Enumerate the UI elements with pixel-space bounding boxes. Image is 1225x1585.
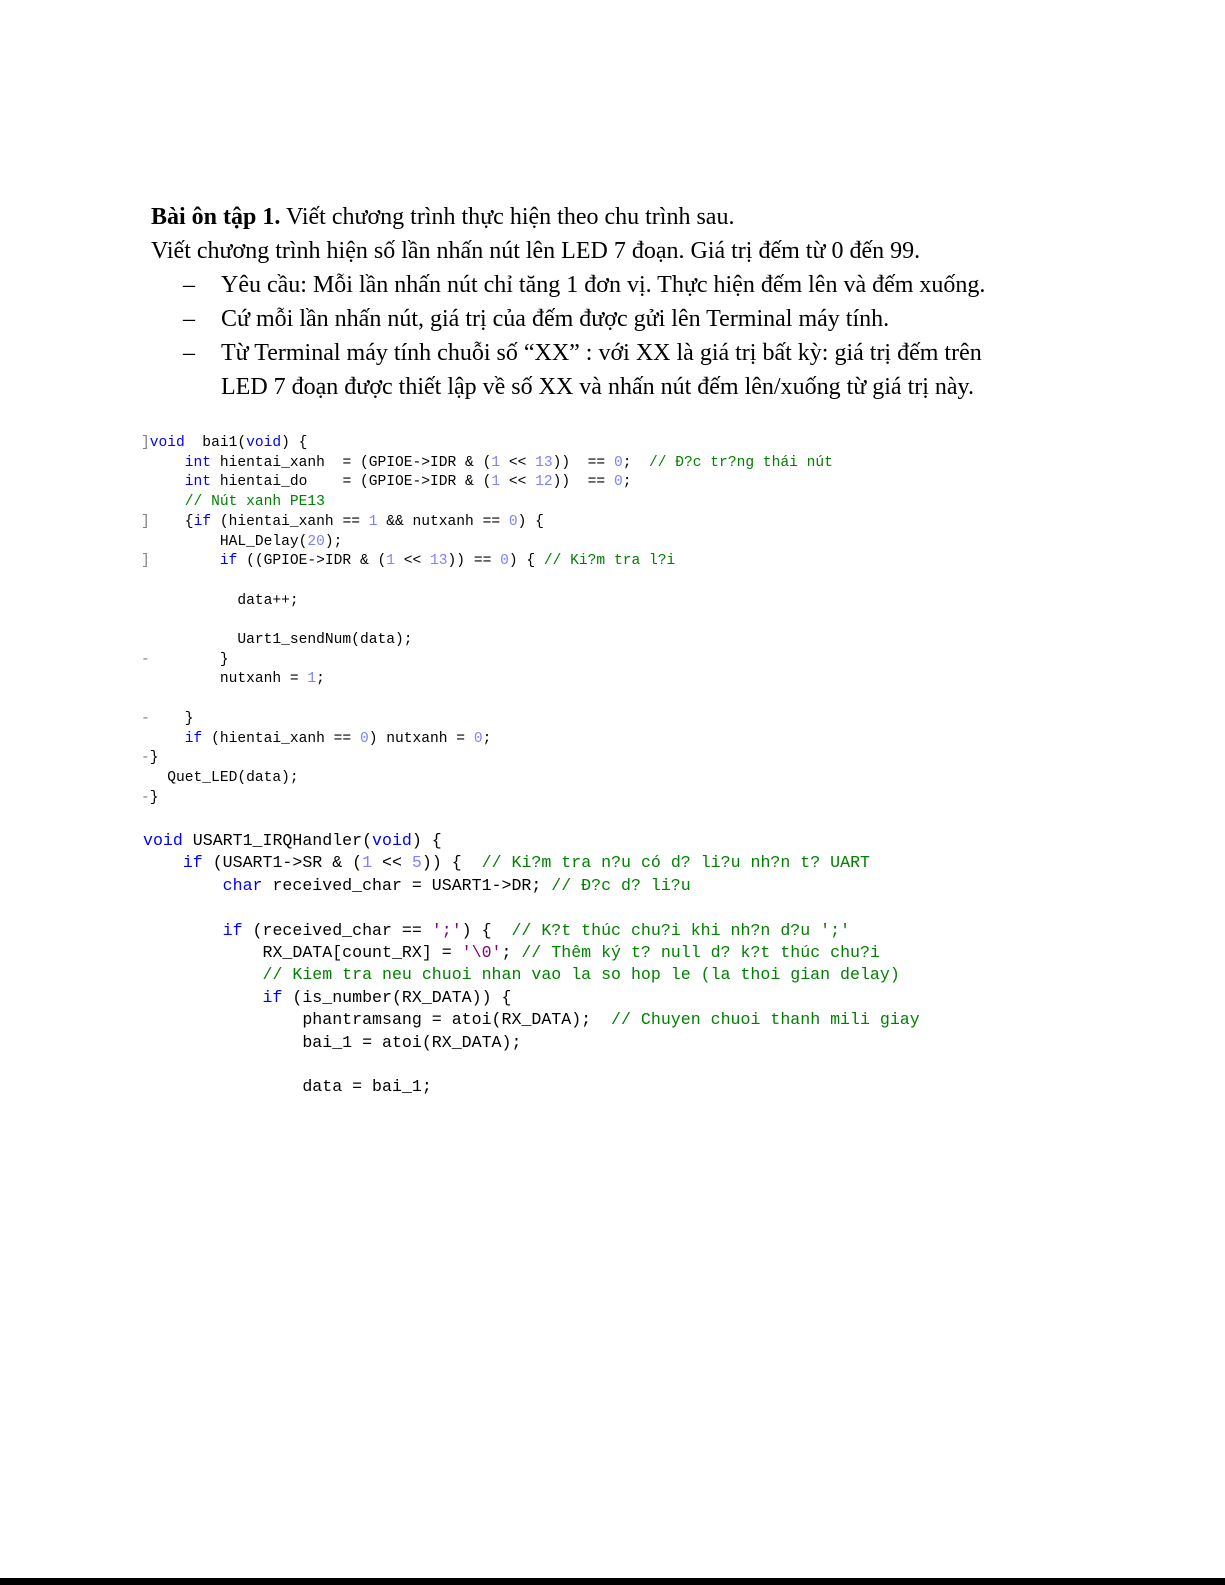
code-token: 12 — [535, 474, 553, 491]
code-token: 20 — [307, 533, 325, 550]
code-token: ) { — [411, 831, 442, 850]
code-token: // Nút xanh PE13 — [184, 494, 325, 511]
exercise-title — [151, 200, 1051, 234]
code-token: if — [222, 920, 243, 940]
code-token: ) { — [281, 435, 308, 451]
code-token: << — [500, 474, 536, 491]
code-line — [141, 749, 833, 769]
code-token: { — [149, 513, 194, 530]
code-token: (hientai_xanh == — [202, 730, 360, 747]
code-token: if — [219, 553, 238, 570]
code-token: } — [149, 789, 159, 806]
code-token: RX_DATA[count_RX] = — [143, 943, 462, 963]
code-line — [143, 964, 920, 986]
code-token — [141, 731, 185, 747]
code-token: char — [222, 875, 263, 895]
code-token: Quet_LED(data); — [141, 769, 299, 786]
code-token — [143, 876, 223, 895]
code-token: ); — [324, 533, 343, 550]
code-token — [143, 921, 223, 940]
code-token: 1 — [362, 853, 373, 873]
code-token: ; — [501, 943, 522, 963]
code-token: // Đ?c tr?ng thái nút — [649, 454, 833, 471]
code-line — [141, 592, 833, 612]
code-token: // Chuyen chuoi thanh mili giay — [611, 1010, 920, 1030]
code-token: HAL_Delay( — [141, 533, 308, 550]
code-token: ';' — [431, 920, 462, 940]
code-token — [143, 853, 183, 872]
code-token: )) == — [447, 553, 501, 570]
code-token: 5 — [411, 853, 422, 873]
code-token — [143, 988, 263, 1007]
code-token: ((GPIOE->IDR & ( — [237, 553, 387, 570]
code-token: )) { — [421, 853, 482, 873]
code-token: nutxanh = — [141, 671, 308, 688]
code-token: USART1_IRQHandler( — [182, 831, 373, 850]
code-token: // K?t thúc chu?i khi nh?n d?u ';' — [511, 920, 851, 940]
code-token: } — [149, 710, 194, 727]
code-token — [141, 494, 185, 510]
code-token: if — [262, 987, 283, 1007]
code-token: hientai_do = (GPIOE->IDR & ( — [211, 474, 492, 491]
code-token: void — [143, 831, 183, 850]
code-token: ) { — [517, 513, 544, 530]
code-token: if — [182, 853, 203, 873]
code-token: ) { — [508, 553, 544, 570]
code-snippet-bai1 — [141, 434, 833, 808]
code-token: - — [141, 750, 150, 767]
list-item — [151, 302, 1051, 336]
code-line — [143, 987, 920, 1009]
code-token: 0 — [508, 513, 518, 530]
code-token: hientai_xanh = (GPIOE->IDR & ( — [211, 454, 492, 471]
code-line — [143, 897, 920, 919]
exercise-description: Viết chương trình hiện số lần nhấn nút lên LED 7 đoạn. Giá trị đếm từ 0 đến 99. — [151, 238, 921, 264]
code-token: } — [149, 750, 159, 767]
list-item-text-continued: LED 7 đoạn được thiết lập về số XX và nhấn nút đếm lên/xuống từ giá trị này. — [221, 374, 974, 400]
code-line — [141, 710, 833, 730]
code-token: 1 — [368, 513, 378, 530]
code-token: // Đ?c d? li?u — [551, 875, 691, 895]
code-token: // Ki?m tra n?u có d? li?u nh?n t? UART — [481, 853, 870, 873]
code-snippet-usart-handler — [143, 830, 920, 1099]
code-token: data = bai_1; — [143, 1077, 432, 1097]
bullet-dash: – — [183, 306, 195, 332]
code-token: ; — [316, 671, 325, 688]
code-token: received_char = USART1->DR; — [262, 875, 552, 895]
code-line — [143, 920, 920, 942]
code-line — [141, 690, 833, 710]
code-token — [141, 474, 185, 490]
code-token: int — [184, 474, 212, 491]
code-token: void — [246, 435, 282, 451]
code-token — [141, 455, 185, 471]
code-token: // Thêm ký t? null d? k?t thúc chu?i — [521, 943, 880, 963]
code-line — [143, 1076, 920, 1098]
code-line — [143, 1054, 920, 1076]
code-token: void — [149, 435, 185, 451]
code-token — [150, 553, 220, 569]
code-token: data++; — [141, 592, 299, 609]
code-token — [143, 965, 263, 984]
code-token: 0 — [359, 730, 369, 747]
code-token: ) nutxanh = — [368, 730, 474, 747]
code-line — [141, 552, 833, 572]
code-token: if — [184, 730, 203, 747]
code-token: 0 — [613, 454, 623, 471]
code-token: 1 — [307, 671, 317, 688]
exercise-title-bold: Bài ôn tập 1. — [151, 204, 281, 230]
code-token: } — [149, 651, 229, 668]
code-line — [143, 852, 920, 874]
code-token: - — [141, 710, 150, 727]
code-token: void — [372, 831, 412, 850]
code-line — [141, 454, 833, 474]
code-line — [141, 434, 833, 454]
code-token: ] — [141, 513, 150, 530]
code-token: phantramsang = atoi(RX_DATA); — [143, 1010, 612, 1030]
code-token: Uart1_sendNum(data); — [141, 632, 413, 649]
code-line — [141, 493, 833, 513]
code-token: ; — [622, 474, 632, 491]
code-token: ; — [622, 454, 649, 471]
code-token: )) == — [552, 474, 614, 491]
list-item — [151, 268, 1051, 302]
list-item-text: Cứ mỗi lần nhấn nút, giá trị của đếm được gửi lên Terminal máy tính. — [221, 306, 890, 332]
bullet-dash: – — [183, 272, 195, 298]
bottom-border — [0, 1578, 1225, 1585]
code-line — [141, 473, 833, 493]
code-token: '\0' — [461, 943, 502, 963]
exercise-title-rest: Viết chương trình thực hiện theo chu trình sau. — [280, 204, 735, 230]
list-item-text: Yêu cầu: Mỗi lần nhấn nút chỉ tăng 1 đơn vị. Thực hiện đếm lên và đếm xuống. — [221, 272, 986, 298]
code-token: ; — [482, 730, 492, 747]
code-token: - — [141, 651, 150, 668]
code-token: (USART1->SR & ( — [202, 853, 363, 873]
code-line — [141, 631, 833, 651]
code-token: )) == — [552, 454, 614, 471]
code-line — [141, 611, 833, 631]
code-line — [143, 875, 920, 897]
code-line — [143, 1032, 920, 1054]
code-token: 0 — [500, 553, 509, 570]
code-token: 1 — [491, 454, 501, 471]
code-line — [141, 651, 833, 671]
code-line — [141, 513, 833, 533]
code-token: - — [141, 789, 150, 806]
code-line — [143, 830, 920, 852]
code-line — [141, 789, 833, 809]
code-token: // Kiem tra neu chuoi nhan vao la so hop le (la thoi gian delay) — [262, 965, 900, 985]
code-token: int — [184, 454, 212, 471]
requirements-list — [151, 268, 1051, 404]
code-line — [141, 730, 833, 750]
code-token: << — [372, 853, 412, 873]
code-token: ) { — [461, 920, 512, 940]
code-token: 1 — [491, 474, 501, 491]
code-line — [141, 769, 833, 789]
code-token: (hientai_xanh == — [211, 513, 369, 530]
list-item — [151, 336, 1051, 404]
code-token: 0 — [613, 474, 623, 491]
code-token: ] — [141, 553, 150, 570]
code-token: ] — [141, 435, 150, 451]
code-line — [143, 942, 920, 964]
exercise-text — [151, 200, 1051, 404]
code-line — [141, 670, 833, 690]
bullet-dash: – — [183, 340, 195, 366]
code-line — [143, 1009, 920, 1031]
code-token: bai1( — [184, 435, 247, 451]
code-token: 13 — [430, 553, 448, 570]
code-token: // Ki?m tra l?i — [543, 553, 676, 570]
code-line — [141, 572, 833, 592]
code-token: bai_1 = atoi(RX_DATA); — [143, 1032, 522, 1052]
code-token: 0 — [473, 730, 483, 747]
code-token: if — [193, 513, 212, 530]
list-item-text: Từ Terminal máy tính chuỗi số “XX” : với XX là giá trị bất kỳ: giá trị đếm trên — [221, 340, 982, 366]
code-token: 1 — [386, 553, 395, 570]
code-token: << — [395, 553, 431, 570]
code-line — [141, 533, 833, 553]
code-token: && nutxanh == — [377, 513, 509, 530]
code-token: 13 — [535, 454, 553, 471]
code-token: (received_char == — [242, 920, 432, 940]
code-token: << — [500, 454, 536, 471]
code-token: (is_number(RX_DATA)) { — [282, 987, 512, 1007]
